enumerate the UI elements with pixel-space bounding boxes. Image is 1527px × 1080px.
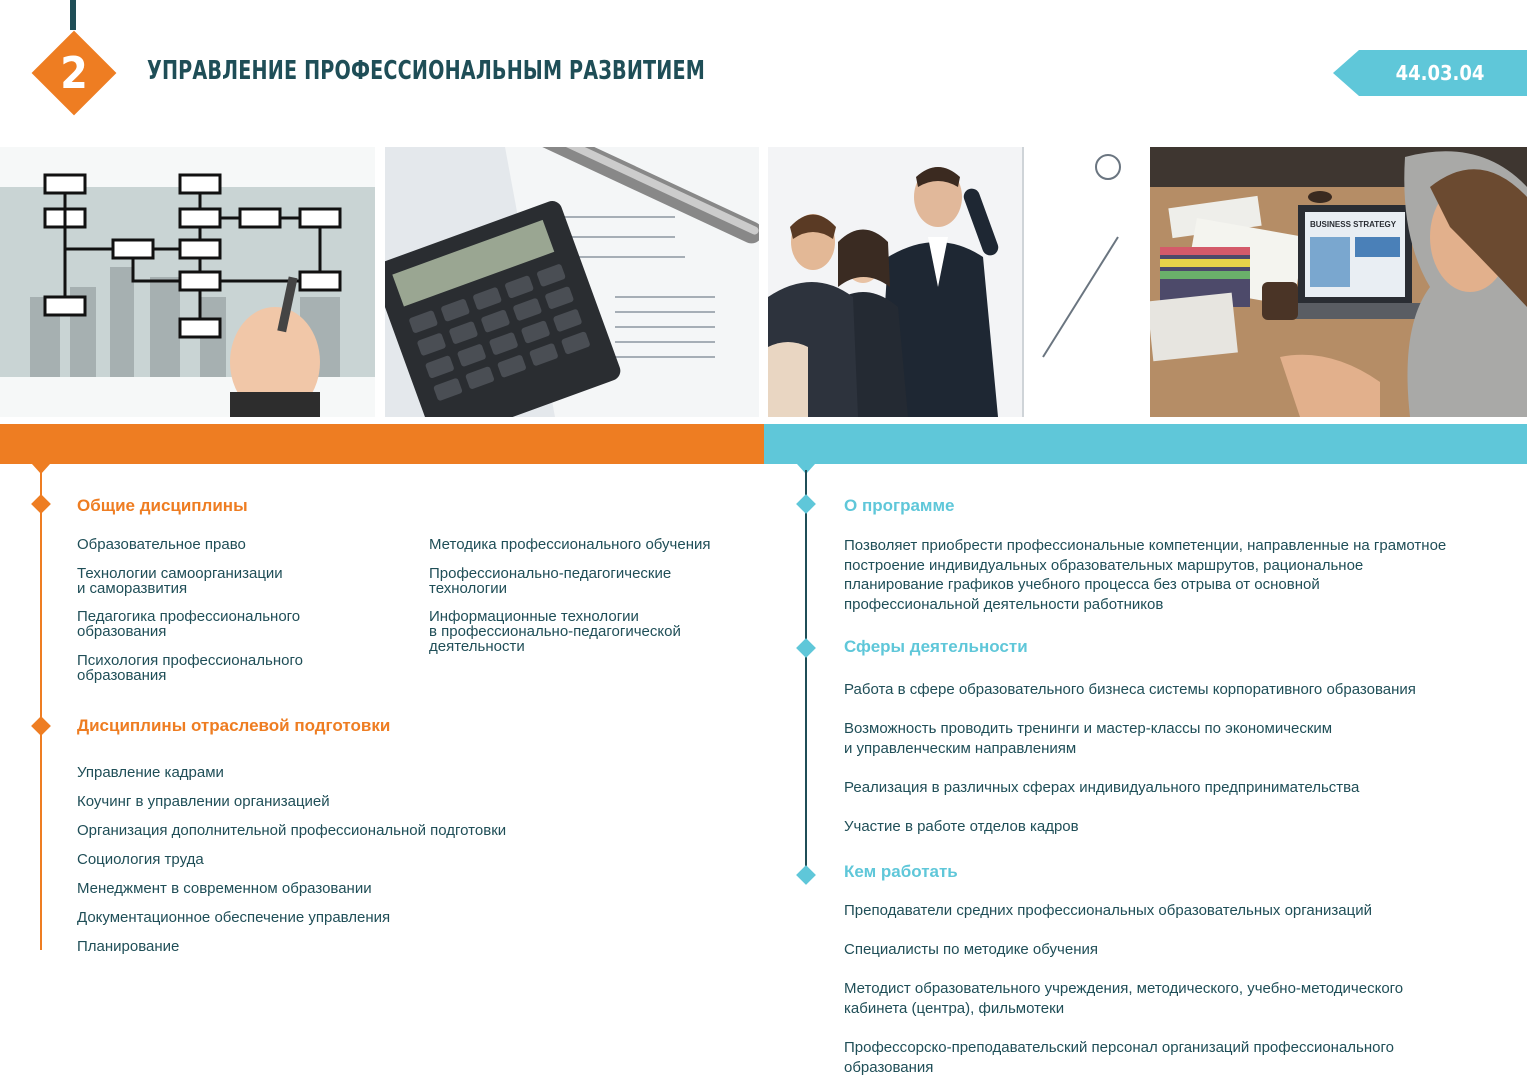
- list-item: Возможность проводить тренинги и мастер-классы по экономическим и управленческим направлениям: [844, 720, 1333, 757]
- photo-presentation: [768, 147, 1141, 417]
- heading-general-disciplines: Общие дисциплины: [77, 496, 248, 515]
- section-band-right: [764, 424, 1527, 464]
- list-item: Работа в сфере образовательного бизнеса системы корпоративного образования: [844, 681, 1416, 698]
- list-item: Участие в работе отделов кадров: [844, 818, 1079, 835]
- list-item: Профессорско-преподавательский персонал организаций профессионального образования: [844, 1039, 1394, 1076]
- list-item: Планирование: [77, 938, 180, 955]
- page-title: УПРАВЛЕНИЕ ПРОФЕССИОНАЛЬНЫМ РАЗВИТИЕМ: [147, 56, 706, 86]
- photo-calculator: [385, 147, 759, 417]
- timeline-line-left: [40, 470, 42, 950]
- timeline-marker-spheres: [796, 638, 816, 658]
- list-item: Менеджмент в современном образовании: [77, 880, 372, 897]
- list-item: Документационное обеспечение управления: [77, 909, 391, 926]
- timeline-marker-industry: [31, 716, 51, 736]
- list-item: Методика профессионального обучения: [429, 536, 711, 553]
- section-number: 2: [60, 47, 88, 99]
- heading-careers: Кем работать: [844, 862, 958, 881]
- heading-industry-disciplines: Дисциплины отраслевой подготовки: [77, 716, 391, 735]
- list-item: Социология труда: [77, 851, 204, 868]
- photo-laptop-meeting: [1150, 147, 1527, 417]
- timeline-marker-about: [796, 494, 816, 514]
- list-item: Организация дополнительной профессиональной подготовки: [77, 822, 507, 839]
- list-item: Специалисты по методике обучения: [844, 941, 1098, 958]
- program-code: 44.03.04: [1395, 61, 1485, 85]
- list-item: Методист образовательного учреждения, методического, учебно-методического кабинета (центра), фильмотеки: [844, 980, 1404, 1017]
- list-item: Психология профессионального образования: [77, 652, 303, 684]
- list-item: Педагогика профессионального образования: [77, 608, 301, 640]
- list-item: Реализация в различных сферах индивидуального предпринимательства: [844, 779, 1360, 796]
- timeline-marker-general: [31, 494, 51, 514]
- top-accent-line: [70, 0, 76, 30]
- list-item: Преподаватели средних профессиональных образовательных организаций: [844, 902, 1372, 919]
- list-item: Коучинг в управлении организацией: [77, 793, 330, 810]
- list-item: Технологии самоорганизации и саморазвития: [77, 565, 283, 597]
- section-band-left: [0, 424, 764, 464]
- about-program-text: Позволяет приобрести профессиональные компетенции, направленные на грамотное построение индивидуальных образовательных маршрутов, рациональное планирование графиков учебного процесса без отрыва от основной профессиональной деятельности работников: [844, 537, 1447, 613]
- list-item: Управление кадрами: [77, 764, 224, 781]
- photo-flowchart: [0, 147, 375, 417]
- heading-about-program: О программе: [844, 496, 955, 515]
- photo-strip: [0, 147, 1527, 417]
- list-item: Образовательное право: [77, 536, 246, 553]
- laptop-screen-text: BUSINESS STRATEGY: [1310, 220, 1397, 229]
- list-item: Профессионально-педагогические технологии: [429, 565, 672, 597]
- heading-spheres: Сферы деятельности: [844, 637, 1028, 656]
- timeline-line-right: [805, 470, 807, 870]
- list-item: Информационные технологии в профессионально-педагогической деятельности: [429, 608, 681, 655]
- timeline-marker-careers: [796, 865, 816, 885]
